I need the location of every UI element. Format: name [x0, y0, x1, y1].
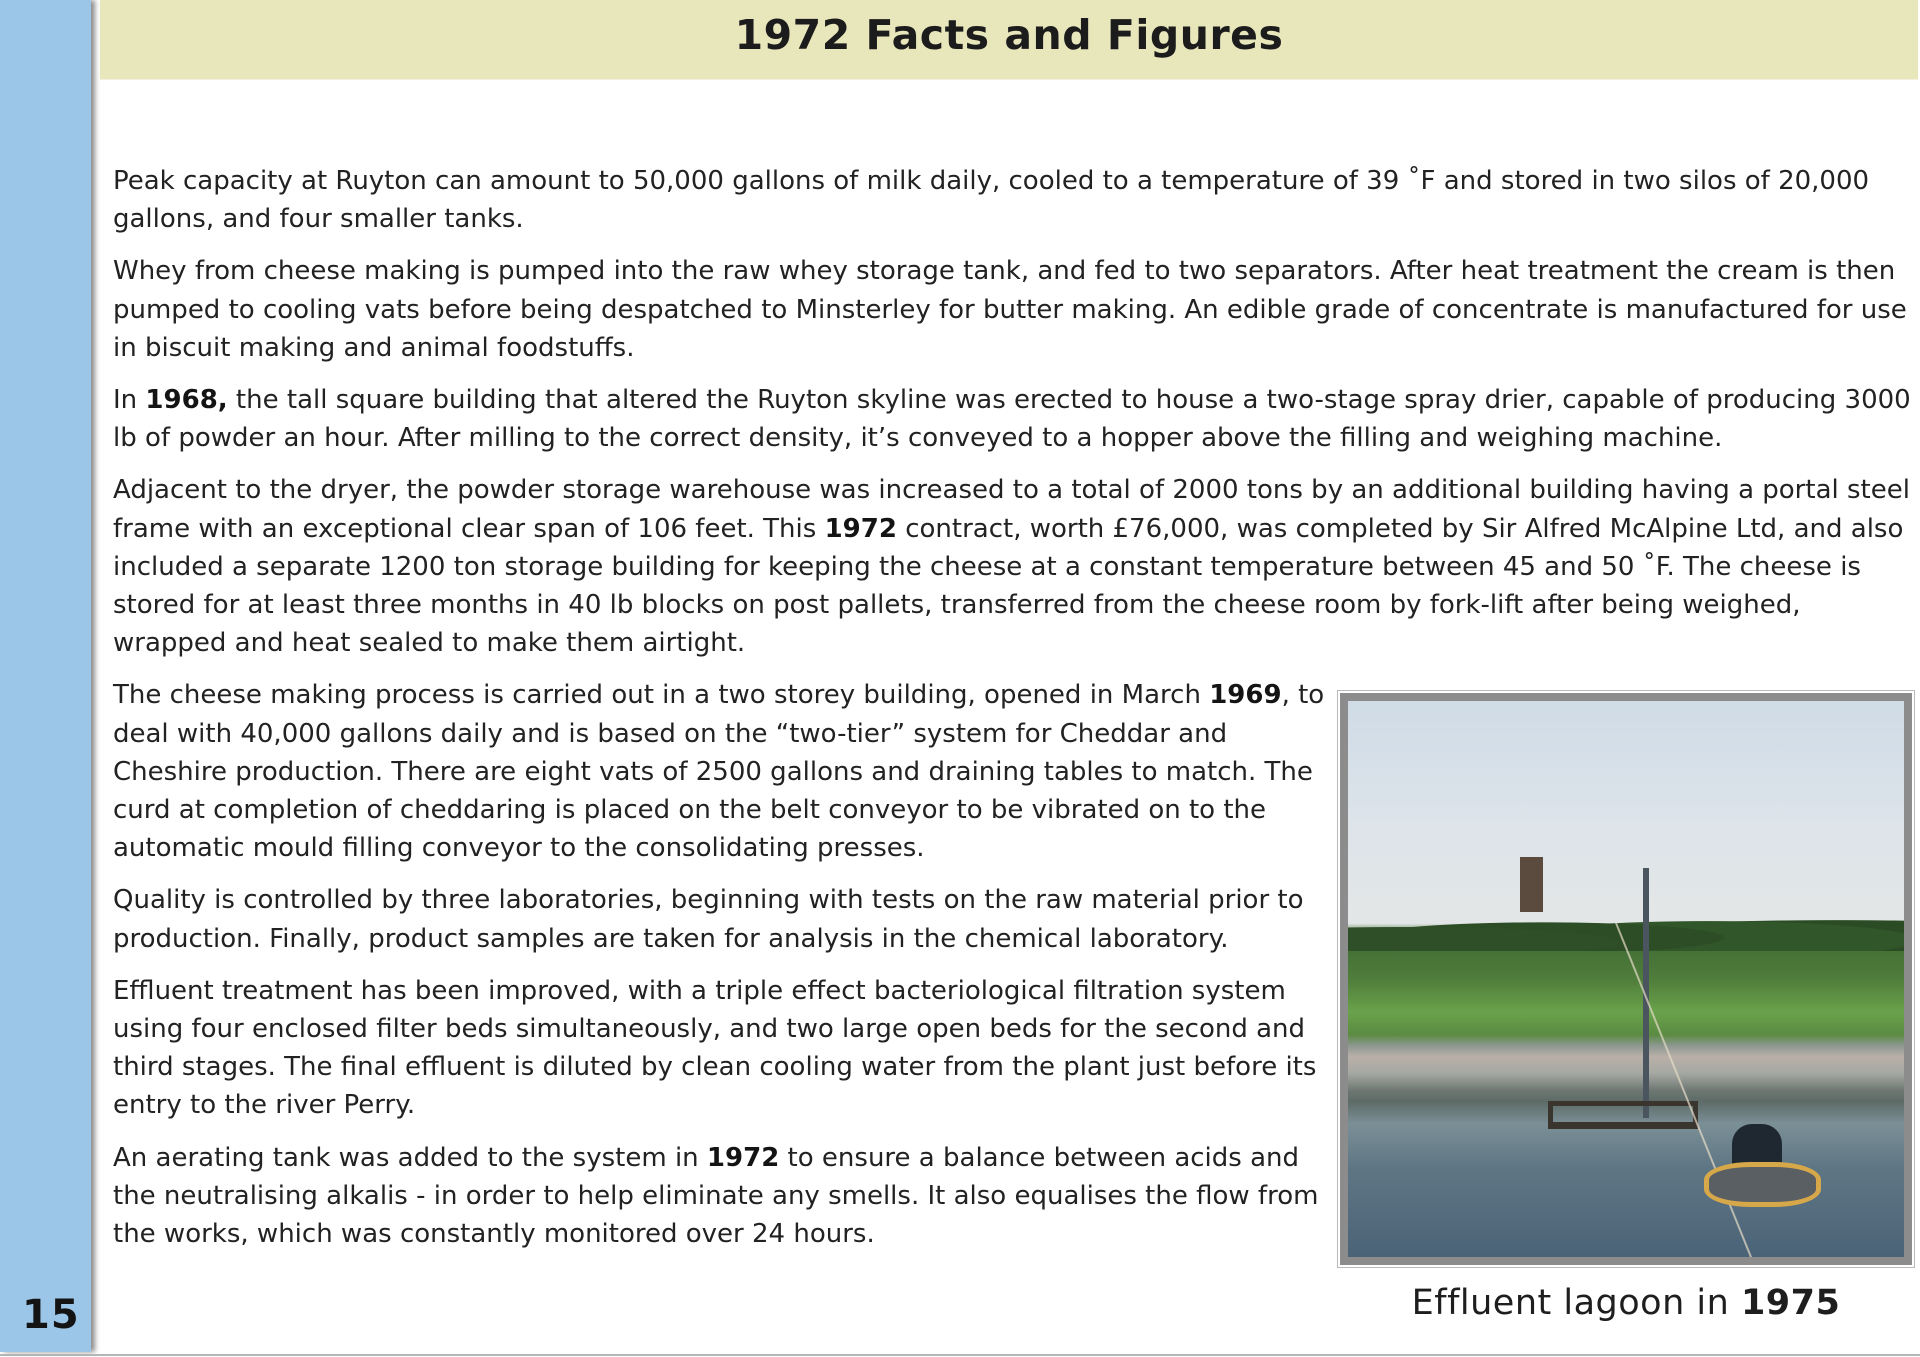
photo-caption: [1337, 1283, 1915, 1323]
photo-border: [1340, 693, 1912, 1265]
paragraph-text: Adjacent to the dryer, the powder storage warehouse was increased to a total of 2000 tons by an additional building having a portal steel frame with an exceptional clear span of 106 feet. This: [113, 475, 1910, 544]
paragraph-cheese-making: [113, 676, 1335, 867]
emphasized-year: 1968,: [145, 385, 228, 416]
paragraph-text: Peak capacity at Ruyton can amount to 50,000 gallons of milk daily, cooled to a temperature of 39 ˚F and stored in two silos of 20,000 gallons, and four smaller tanks.: [113, 166, 1870, 235]
paragraph-effluent-treatment: [113, 972, 1335, 1125]
paragraph-text: Whey from cheese making is pumped into the raw whey storage tank, and fed to two separators. After heat treatment the cream is then pumped to cooling vats before being despatched to Minsterley for butter making. An edible grade of concentrate is manufactured for use in biscuit making and animal foodstuffs.: [113, 256, 1907, 363]
paragraph-text: Quality is controlled by three laboratories, beginning with tests on the raw material prior to production. Finally, product samples are taken for analysis in the chemical laboratory.: [113, 885, 1304, 954]
emphasized-year: 1969: [1209, 680, 1282, 711]
emphasized-year: 1972: [706, 1142, 780, 1173]
paragraph-text: The cheese making process is carried out in a two storey building, opened in March: [113, 680, 1210, 711]
emphasized-year: 1972: [824, 513, 897, 544]
paragraph-milk-capacity: [113, 162, 1913, 238]
paragraph-text: , to deal with 40,000 gallons daily and is based on the “two-tier” system for Cheddar and Cheshire production. There are eight vats of 2500 gallons and draining tables to match. The curd at completion of cheddaring is placed on the belt conveyor to be vibrated on to the automatic mould filling conveyor to the consolidating presses.: [113, 680, 1325, 864]
paragraph-aerating-tank: [113, 1139, 1335, 1254]
photo-frame: [1337, 690, 1915, 1268]
inflatable-dinghy: [1704, 1162, 1821, 1206]
paragraph-text: the tall square building that altered the Ruyton skyline was erected to house a two-stage spray drier, capable of producing 3000 lb of powder an hour. After milling to the correct density, it’s conveyed to a hopper above the filling and weighing machine.: [113, 385, 1911, 454]
page-sidebar: [0, 0, 91, 1352]
paragraph-text: Effluent treatment has been improved, with a triple effect bacteriological filtration system using four enclosed filter beds simultaneously, and two large open beds for the second and third stages. The final effluent is diluted by clean cooling water from the plant just before its entry to the river Perry.: [113, 975, 1317, 1121]
paragraph-text: In: [113, 385, 146, 416]
page-number: 15: [22, 1292, 80, 1338]
paragraph-spray-drier: [113, 381, 1913, 457]
paragraph-text: contract, worth £76,000, was completed by Sir Alfred McAlpine Ltd, and also included a separate 1200 ton storage building for keeping the cheese at a constant temperature between 45 and 50 ˚F. The cheese is stored for at least three months in 40 lb blocks on post pallets, transferred from the cheese room by fork-lift after being weighed, wrapped and heat sealed to make them airtight.: [113, 513, 1904, 659]
paragraph-text: to ensure a balance between acids and the neutralising alkalis - in order to help eliminate any smells. It also equalises the flow from the works, which was constantly monitored over 24 hours.: [113, 1142, 1319, 1250]
aerator-platform: [1548, 1101, 1698, 1129]
bottom-rule: [0, 1354, 1920, 1356]
caption-text: Effluent lagoon in: [1411, 1283, 1741, 1323]
rope: [1615, 923, 1773, 1265]
header-band: [100, 0, 1918, 80]
paragraph-powder-warehouse: [113, 471, 1913, 662]
paragraph-whey: [113, 252, 1913, 367]
paragraph-quality: [113, 881, 1335, 957]
caption-year: 1975: [1740, 1283, 1841, 1323]
church-tower: [1520, 857, 1542, 913]
effluent-lagoon-photo: [1348, 701, 1904, 1257]
paragraph-text: An aerating tank was added to the system in: [113, 1142, 707, 1173]
page-title: 1972 Facts and Figures: [734, 10, 1284, 59]
